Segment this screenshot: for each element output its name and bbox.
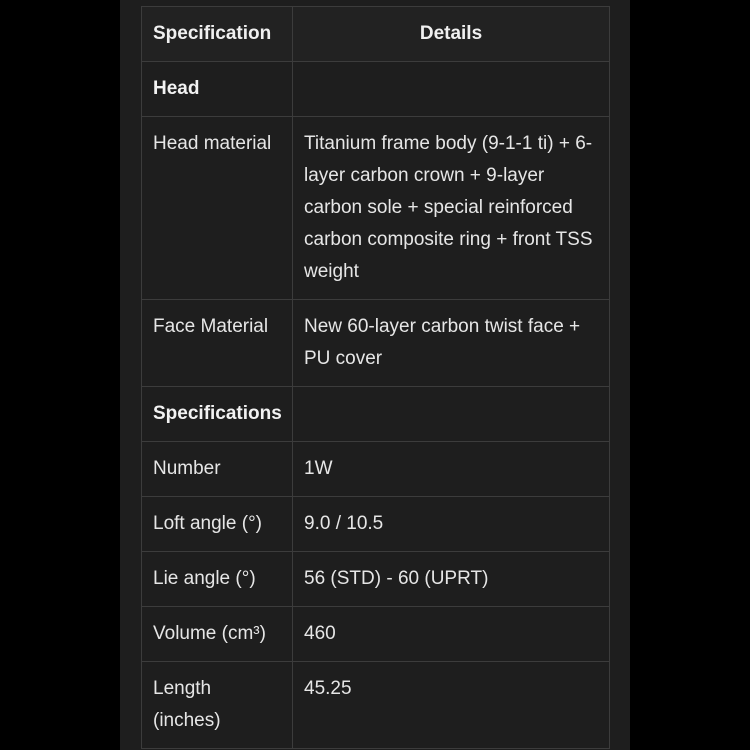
header-specification: Specification bbox=[142, 7, 293, 62]
row-label: Volume (cm³) bbox=[142, 607, 293, 662]
table-header-row bbox=[142, 7, 610, 62]
table-row bbox=[142, 62, 610, 117]
row-label: Face Material bbox=[142, 300, 293, 387]
table-row bbox=[142, 117, 610, 300]
header-details: Details bbox=[293, 7, 610, 62]
table-row bbox=[142, 300, 610, 387]
row-value bbox=[293, 62, 610, 117]
row-label: Number bbox=[142, 442, 293, 497]
row-value: 9.0 / 10.5 bbox=[293, 497, 610, 552]
row-label: Loft angle (°) bbox=[142, 497, 293, 552]
row-value: 45.25 bbox=[293, 662, 610, 749]
row-label: Lie angle (°) bbox=[142, 552, 293, 607]
table-row bbox=[142, 662, 610, 749]
row-label: Specifications bbox=[142, 387, 293, 442]
row-value: Titanium frame body (9-1-1 ti) + 6-layer carbon crown + 9-layer carbon sole + special reinforced carbon composite ring + front TSS weight bbox=[293, 117, 610, 300]
table-row bbox=[142, 387, 610, 442]
row-value: 56 (STD) - 60 (UPRT) bbox=[293, 552, 610, 607]
table-row bbox=[142, 552, 610, 607]
row-label: Head bbox=[142, 62, 293, 117]
table-row bbox=[142, 497, 610, 552]
spec-table bbox=[141, 6, 610, 749]
row-label: Head material bbox=[142, 117, 293, 300]
row-value: New 60-layer carbon twist face + PU cover bbox=[293, 300, 610, 387]
table-row bbox=[142, 442, 610, 497]
row-value bbox=[293, 387, 610, 442]
row-label: Length (inches) bbox=[142, 662, 293, 749]
row-value: 460 bbox=[293, 607, 610, 662]
row-value: 1W bbox=[293, 442, 610, 497]
table-row bbox=[142, 607, 610, 662]
